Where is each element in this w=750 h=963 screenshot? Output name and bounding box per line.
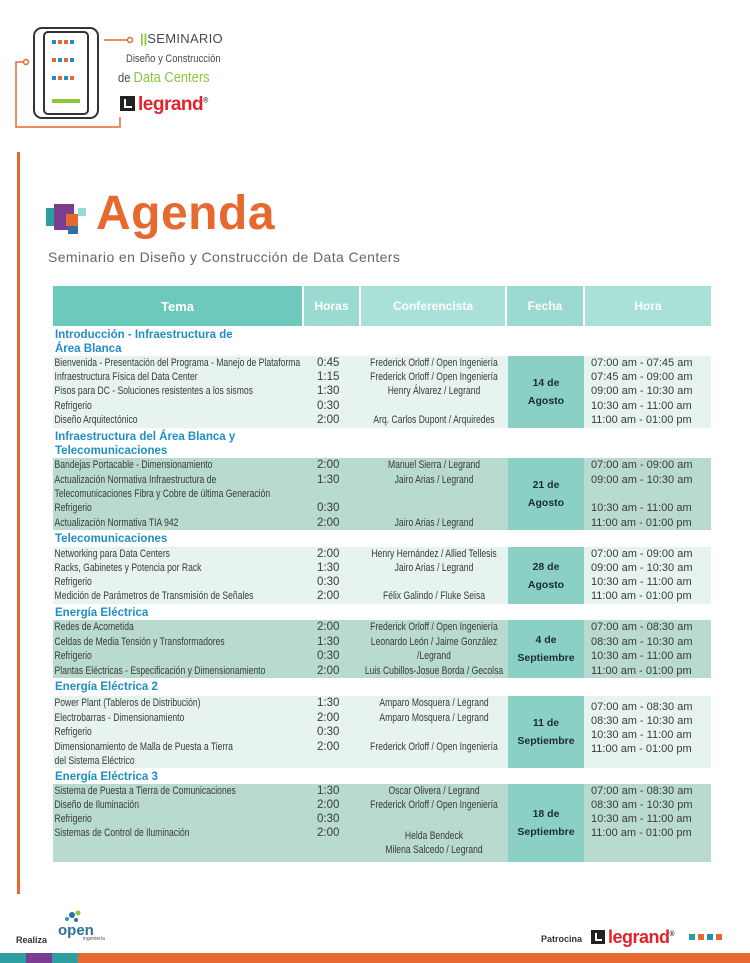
conferencista-cell [361,812,506,826]
fecha-cell [508,458,584,530]
horas-column [304,356,361,428]
tema-cell: Electrobarras - Dimensionamiento [54,712,185,724]
conferencista-cell: Frederick Orloff / Open Ingeniería [370,357,498,369]
conferencista-column [361,620,507,678]
fecha-line: Septiembre [517,826,575,838]
fecha-cell [508,547,584,604]
tema-cell: Pisos para DC - Soluciones resistentes a los sismos [54,385,253,397]
fecha-column [507,458,585,530]
hora-cell: 11:00 am - 01:00 pm [591,590,692,602]
legrand-mark-icon [591,930,605,944]
open-logo-text: open [58,922,94,939]
horas-cell: 2:00 [317,517,340,529]
tema-cell: Infraestructura Física del Data Center [54,371,198,383]
horas-cell: 1:30 [317,636,340,648]
hora-cell: 07:00 am - 08:30 am [591,621,693,633]
hora-cell: 10:30 am - 11:00 am [591,650,692,662]
fecha-line: 14 de [532,377,560,389]
horas-column [304,458,361,530]
conferencista-cell: Jairo Arias / Legrand [394,562,474,574]
horas-cell: 1:15 [317,371,340,383]
tema-cell: Celdas de Media Tensión y Transformadores [54,636,225,648]
block-title-line: Infraestructura del Área Blanca y [55,431,236,443]
conferencista-cell: Félix Galindo / Fluke Seisa [382,590,486,602]
horas-cell: 0:30 [317,726,340,738]
conferencista-cell: Frederick Orloff / Open Ingeniería [370,371,498,383]
hora-column [585,784,711,862]
hora-column [585,620,711,678]
conferencista-cell: Arq. Carlos Dupont / Arquiredes [373,414,495,426]
conferencista-cell [361,575,506,589]
tema-cell: Bienvenida - Presentación del Programa - Manejo de Plataforma [54,357,301,369]
hora-cell: 07:00 am - 08:30 am [591,701,693,713]
conferencista-cell: Frederick Orloff / Open Ingeniería [370,799,498,811]
conferencista-cell: Jairo Arias / Legrand [394,474,474,486]
legrand-mark-icon [120,96,135,111]
tema-cell: Refrigerio [54,502,92,514]
conferencista-cell [361,501,506,515]
block-title-line: Área Blanca [55,343,122,355]
hora-cell: 10:30 am - 11:00 am [591,400,692,412]
fecha-line: Septiembre [517,652,575,664]
agenda-squares-icon [46,200,88,236]
tema-cell: Actualización Normativa Infraestructura de [54,474,217,486]
horas-cell: 2:00 [317,799,340,811]
conferencista-cell: Helda Bendeck [404,830,464,842]
conferencista-cell: Jairo Arias / Legrand [394,517,474,529]
conferencista-cell: Luis Cubillos-Josue Borda / Gecolsa [364,665,504,677]
horas-cell: 2:00 [317,590,340,602]
block-title [53,768,711,784]
tema-cell: Medición de Parámetros de Transmisión de Señales [54,590,254,602]
bottom-color-bar [0,953,750,963]
fecha-cell [508,784,584,862]
fecha-cell [508,356,584,428]
tema-cell: Dimensionamiento de Malla de Puesta a Tierra [54,741,233,753]
horas-cell: 2:00 [317,741,340,753]
conferencista-cell [361,487,506,501]
hora-cell: 07:45 am - 09:00 am [591,371,693,383]
hora-column [585,696,711,768]
conferencista-cell: Amparo Mosquera / Legrand [379,697,489,709]
fecha-column [507,356,585,428]
header-conferencista: Conferencista [361,286,505,326]
horas-cell: 1:30 [317,385,340,397]
horas-cell: 2:00 [317,548,340,560]
hora-cell: 09:00 am - 10:30 am [591,385,693,397]
header-tema: Tema [53,286,302,326]
hora-cell: 11:00 am - 01:00 pm [591,827,692,839]
table-body [53,326,711,862]
page-subtitle: Seminario en Diseño y Construcción de Data Centers [48,249,401,265]
hora-cell: 11:00 am - 01:00 pm [591,665,692,677]
tema-column [53,458,304,530]
conferencista-cell: Leonardo León / Jaime González [370,636,498,648]
frame-line [17,152,20,894]
horas-cell: 2:00 [317,459,340,471]
fecha-cell [508,696,584,768]
hora-cell: 07:00 am - 07:45 am [591,357,693,369]
tema-column [53,696,304,768]
hora-cell: 10:30 am - 11:00 am [591,813,692,825]
horas-cell: 2:00 [317,712,340,724]
patrocina-label: Patrocina [541,934,583,944]
block-rows [53,356,711,428]
tema-column [53,356,304,428]
hora-cell: 07:00 am - 08:30 am [591,785,693,797]
hora-cell: 11:00 am - 01:00 pm [591,414,692,426]
block-rows [53,620,711,678]
hora-cell: 11:00 am - 01:00 pm [591,743,692,755]
tema-cell: Refrigerio [54,813,92,825]
hora-cell: 07:00 am - 09:00 am [591,459,693,471]
agenda-block [53,530,711,604]
seminar-logo [8,22,228,137]
horas-cell: 0:30 [317,400,340,412]
tema-cell: Bandejas Portacable - Dimensionamiento [54,459,213,471]
header-fecha: Fecha [507,286,583,326]
tema-cell: Redes de Acometida [54,621,134,633]
tema-cell: Racks, Gabinetes y Potencia por Rack [54,562,202,574]
horas-cell: 1:30 [317,697,340,709]
horas-column [304,784,361,862]
block-title-line: Energía Eléctrica 2 [55,681,158,693]
agenda-block [53,768,711,862]
table-header [53,286,711,326]
block-rows [53,458,711,530]
fecha-line: 11 de [532,717,560,729]
block-title [53,604,711,620]
hora-column [585,547,711,604]
agenda-table [53,286,711,862]
conferencista-column [361,547,507,604]
tema-cell: del Sistema Eléctrico [54,755,135,767]
tema-cell: Refrigerio [54,576,92,588]
footer-squares [689,934,722,940]
horas-cell [304,754,361,768]
agenda-block [53,678,711,768]
seminar-title-line2: Diseño y Construcción [126,53,221,65]
tema-cell: Sistema de Puesta a Tierra de Comunicaciones [54,785,236,797]
conferencista-column [361,784,507,862]
block-title-line: Introducción - Infraestructura de [55,329,233,341]
header-horas: Horas [304,286,359,326]
horas-cell: 0:30 [317,576,340,588]
hora-cell: 08:30 am - 10:30 am [591,715,693,727]
fecha-line: Agosto [527,395,565,407]
seminar-title-line3: de Data Centers [118,69,210,86]
tema-column [53,784,304,862]
conferencista-cell [361,725,506,739]
tema-cell: Refrigerio [54,650,92,662]
block-title [53,678,711,696]
horas-cell: 0:45 [317,357,340,369]
horas-cell: 2:00 [317,414,340,426]
tema-cell: Diseño de Iluminación [54,799,139,811]
block-rows [53,696,711,768]
conferencista-cell: Amparo Mosquera / Legrand [379,712,489,724]
open-ingenieria-logo [56,908,112,948]
horas-cell: 1:30 [317,562,340,574]
tema-cell: Networking para Data Centers [54,548,170,560]
conferencista-cell: Milena Salcedo / Legrand [385,844,483,856]
page-title: Agenda [96,187,276,240]
legrand-logo: legrand® [120,94,208,116]
fecha-line: Agosto [527,497,565,509]
fecha-line: Septiembre [517,735,575,747]
block-title-line: Energía Eléctrica [55,607,149,619]
tema-cell: Refrigerio [54,400,92,412]
conferencista-cell: /Legrand [417,650,451,662]
conferencista-cell: Frederick Orloff / Open Ingeniería [370,621,498,633]
realiza-label: Realiza [16,935,48,945]
hora-cell: 10:30 am - 11:00 am [591,502,692,514]
fecha-column [507,784,585,862]
tema-cell: Telecomunicaciones Fibra y Cobre de última Generación [54,488,271,500]
conferencista-cell: Manuel Sierra / Legrand [387,459,481,471]
tema-cell: Diseño Arquitectónico [54,414,138,426]
tema-column [53,620,304,678]
fecha-line: 18 de [532,808,560,820]
horas-cell: 0:30 [317,502,340,514]
horas-cell: 2:00 [317,621,340,633]
tema-column [53,547,304,604]
fecha-line: 28 de [532,560,560,573]
tema-cell: Plantas Eléctricas - Especificación y Dimensionamiento [54,665,266,677]
conferencista-column [361,356,507,428]
fecha-line: 4 de [535,634,557,646]
horas-column [304,696,361,768]
block-rows [53,547,711,604]
block-title-line: Telecomunicaciones [55,445,168,457]
block-title [53,428,711,458]
block-rows [53,784,711,862]
horas-cell: 1:30 [317,785,340,797]
header-hora: Hora [585,286,711,326]
hora-cell: 09:00 am - 10:30 am [591,562,693,574]
tema-cell: Sistemas de Control de Iluminación [54,827,190,839]
conferencista-cell: Henry Álvarez / Legrand [387,385,481,397]
conferencista-cell: Henry Hernández / Allied Tellesis [371,548,497,560]
horas-column [304,547,361,604]
hora-cell: 09:00 am - 10:30 am [591,474,693,486]
conferencista-column [361,696,507,768]
block-title [53,530,711,547]
hora-column [585,356,711,428]
horas-cell: 2:00 [317,827,340,839]
fecha-line: 21 de [532,479,560,491]
horas-cell: 0:30 [317,813,340,825]
conferencista-cell [361,399,506,413]
block-title-line: Telecomunicaciones [55,533,168,545]
hora-cell: 11:00 am - 01:00 pm [591,517,692,529]
hora-column [585,458,711,530]
hora-cell: 08:30 am - 10:30 pm [591,799,693,811]
agenda-block [53,604,711,678]
fecha-line: Agosto [527,578,565,591]
fecha-column [507,696,585,768]
fecha-column [507,620,585,678]
open-logo-small: ingeniería [83,936,105,942]
fecha-column [507,547,585,604]
hora-cell: 10:30 am - 11:00 am [591,729,692,741]
conferencista-cell [361,754,506,768]
tema-cell: Refrigerio [54,726,92,738]
hora-cell: 08:30 am - 10:30 am [591,636,693,648]
conferencista-column [361,458,507,530]
horas-cell: 0:30 [317,650,340,662]
hora-cell: 10:30 am - 11:00 am [591,576,692,588]
horas-cell: 1:30 [317,474,340,486]
hora-cell [585,487,711,501]
horas-column [304,620,361,678]
agenda-block [53,428,711,530]
block-title-line: Energía Eléctrica 3 [55,771,158,783]
seminar-title-line1: ||SEMINARIO [140,31,223,46]
block-title [53,326,711,356]
conferencista-cell: Frederick Orloff / Open Ingeniería [370,741,498,753]
fecha-cell [508,620,584,678]
hora-cell: 07:00 am - 09:00 am [591,548,693,560]
conferencista-cell: Oscar Olivera / Legrand [388,785,480,797]
horas-cell: 2:00 [317,665,340,677]
legrand-footer-logo: legrand® [591,927,674,948]
tema-cell: Power Plant (Tableros de Distribución) [54,697,201,709]
tema-cell: Actualización Normativa TIA 942 [54,517,179,529]
horas-cell [304,487,361,501]
agenda-block [53,326,711,428]
